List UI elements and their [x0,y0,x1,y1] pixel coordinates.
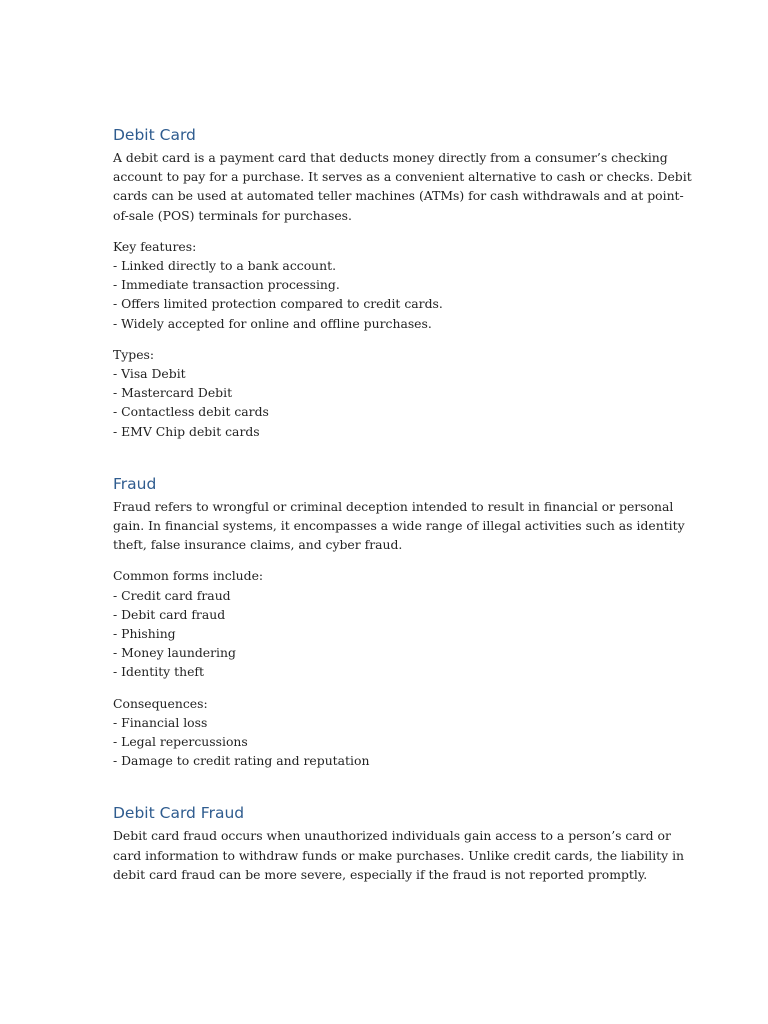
intro-line: cards can be used at automated teller machines (ATMs) for cash withdrawals and at point- [113,188,684,204]
intro-line: of-sale (POS) terminals for purchases. [113,207,352,223]
intro-line: debit card fraud can be more severe, especially if the fraud is not reported promptly. [113,866,648,882]
document-page [113,124,692,884]
list-label: Common forms include: [113,568,264,584]
section-intro [113,826,685,884]
list-item: - Contactless debit cards [113,404,269,420]
list-item: - Financial loss [113,714,208,730]
section-fraud [113,473,685,771]
common-forms-list [113,566,653,681]
section-heading: Debit Card [113,126,196,144]
section-debit-card [113,124,692,441]
key-features-list [113,237,653,333]
types-list [113,345,653,441]
section-intro [113,497,685,555]
list-label: Types: [113,346,155,362]
intro-line: account to pay for a purchase. It serves as a convenient alternative to cash or checks. Debit [113,169,692,185]
intro-line: Fraud refers to wrongful or criminal deception intended to result in financial or personal [113,498,674,514]
list-item: - Legal repercussions [113,734,248,750]
list-item: - Mastercard Debit [113,385,233,401]
section-heading: Fraud [113,474,157,493]
list-item: - Money laundering [113,645,236,661]
section-intro [113,148,692,225]
consequences-list [113,694,653,771]
intro-line: Debit card fraud occurs when unauthorized individuals gain access to a person’s card or [113,828,671,844]
list-item: - Identity theft [113,664,204,680]
list-item: - EMV Chip debit cards [113,423,260,439]
list-item: - Credit card fraud [113,587,231,603]
section-heading: Debit Card Fraud [113,804,245,823]
list-item: - Offers limited protection compared to credit cards. [113,296,443,312]
intro-line: card information to withdraw funds or make purchases. Unlike credit cards, the liability in [113,847,685,863]
list-item: - Damage to credit rating and reputation [113,753,370,769]
intro-line: gain. In financial systems, it encompasses a wide range of illegal activities such as identity [113,518,685,534]
list-item: - Phishing [113,626,176,642]
list-label: Consequences: [113,695,208,711]
list-item: - Linked directly to a bank account. [113,258,337,274]
list-item: - Widely accepted for online and offline purchases. [113,315,432,331]
list-item: - Visa Debit [113,366,186,382]
intro-line: A debit card is a payment card that deducts money directly from a consumer’s checking [113,150,668,165]
list-item: - Debit card fraud [113,606,226,622]
list-item: - Immediate transaction processing. [113,277,340,293]
list-label: Key features: [113,238,197,254]
intro-line: theft, false insurance claims, and cyber fraud. [113,537,403,553]
section-debit-card-fraud [113,802,685,884]
